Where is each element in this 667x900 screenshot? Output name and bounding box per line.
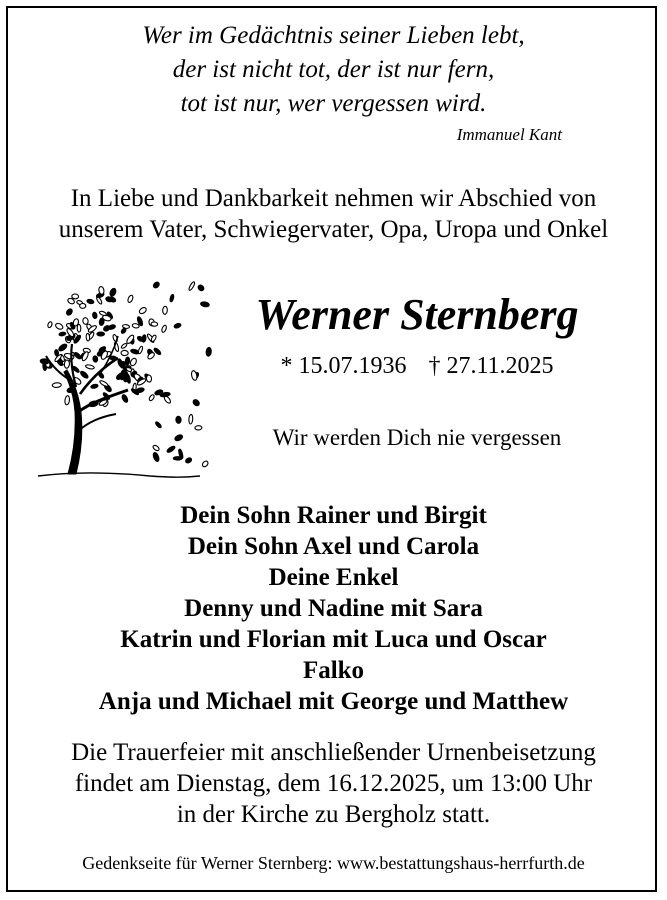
intro-line: unserem Vater, Schwiegervater, Opa, Uropa und Onkel xyxy=(58,216,609,243)
family-line: Katrin und Florian mit Luca und Oscar xyxy=(120,626,547,653)
service-line: Die Trauerfeier mit anschließender Urnenbeisetzung xyxy=(71,739,596,766)
family-line: Falko xyxy=(302,657,365,684)
deceased-name: Werner Sternberg xyxy=(255,290,579,339)
intro-text xyxy=(0,183,667,245)
quote-author: Immanuel Kant xyxy=(456,125,562,144)
family-line: Dein Sohn Rainer und Birgit xyxy=(180,502,487,529)
service-info xyxy=(0,737,667,830)
life-dates xyxy=(222,353,612,380)
family-line: Anja und Michael mit George und Matthew xyxy=(98,688,569,715)
farewell-line: Wir werden Dich nie vergessen xyxy=(272,425,562,450)
memorial-page-link[interactable]: Gedenkseite für Werner Sternberg: www.bestattungshaus-herrfurth.de xyxy=(82,853,585,873)
windblown-tree-icon xyxy=(30,262,220,487)
birth-date: * 15.07.1936 xyxy=(280,353,407,379)
service-line: in der Kirche zu Bergholz statt. xyxy=(176,801,491,828)
family-list xyxy=(0,500,667,717)
family-line: Dein Sohn Axel und Carola xyxy=(187,533,480,560)
service-line: findet am Dienstag, dem 16.12.2025, um 13:00 Uhr xyxy=(74,770,593,797)
quote-line: der ist nicht tot, der ist nur fern, xyxy=(172,56,495,83)
intro-line: In Liebe und Dankbarkeit nehmen wir Abschied von xyxy=(70,185,597,212)
quote xyxy=(0,19,667,121)
family-line: Denny und Nadine mit Sara xyxy=(184,595,483,622)
family-line: Deine Enkel xyxy=(268,564,399,591)
death-date: † 27.11.2025 xyxy=(428,353,554,379)
quote-line: Wer im Gedächtnis seiner Lieben lebt, xyxy=(142,22,525,49)
quote-line: tot ist nur, wer vergessen wird. xyxy=(180,90,487,117)
